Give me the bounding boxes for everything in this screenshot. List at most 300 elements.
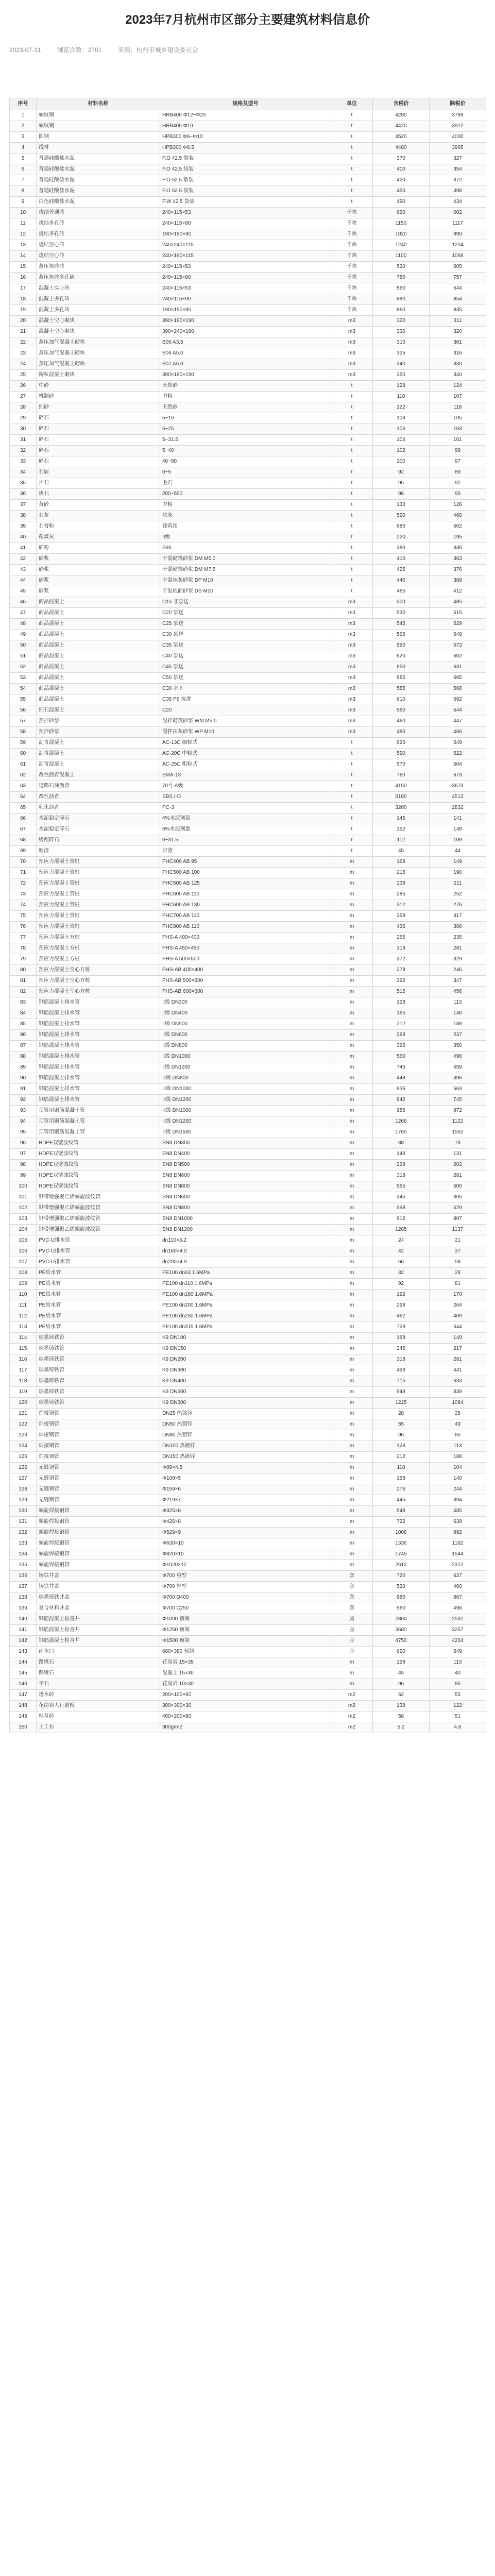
cell-material: 黄砂 xyxy=(37,500,160,511)
cell-price-tax: 560 xyxy=(373,283,430,294)
cell-unit: m xyxy=(331,1398,373,1409)
cell-no: 45 xyxy=(10,586,37,597)
cell-price-notax: 113 xyxy=(430,1657,486,1668)
cell-no: 16 xyxy=(10,273,37,283)
cell-material: 球墨铸铁管 xyxy=(37,1365,160,1376)
cell-material: 球墨铸铁管 xyxy=(37,1354,160,1365)
cell-material: 球墨铸铁井盖 xyxy=(37,1592,160,1603)
cell-no: 21 xyxy=(10,327,37,337)
cell-price-notax: 124 xyxy=(430,381,486,392)
cell-unit: m xyxy=(331,1138,373,1149)
cell-unit: m xyxy=(331,1506,373,1517)
cell-price-tax: 4480 xyxy=(373,143,430,154)
cell-spec: 300×300×30 xyxy=(160,1701,331,1711)
cell-material: 钢带增强聚乙烯螺旋波纹管 xyxy=(37,1225,160,1235)
cell-unit: t xyxy=(331,738,373,749)
cell-no: 13 xyxy=(10,240,37,251)
cell-no: 87 xyxy=(10,1041,37,1052)
table-row xyxy=(10,1106,486,1116)
cell-price-notax: 602 xyxy=(430,208,486,218)
cell-material: 顶管用钢筋混凝土管 xyxy=(37,1127,160,1138)
cell-price-tax: 420 xyxy=(373,175,430,186)
cell-price-tax: 585 xyxy=(373,684,430,694)
cell-price-tax: 598 xyxy=(373,1203,430,1214)
cell-spec: 240×115×90 xyxy=(160,273,331,283)
source-text: 来源：杭州市城乡建设委员会 xyxy=(117,46,198,54)
cell-no: 74 xyxy=(10,900,37,911)
cell-unit: m xyxy=(331,857,373,868)
table-row xyxy=(10,1030,486,1041)
cell-price-tax: 715 xyxy=(373,1376,430,1387)
cell-material: 商品混凝土 xyxy=(37,694,160,705)
cell-spec: HPB300 Φ6.5 xyxy=(160,143,331,154)
cell-material: 线材 xyxy=(37,143,160,154)
cell-spec: PHS-A 450×450 xyxy=(160,943,331,954)
table-row xyxy=(10,143,486,154)
cell-no: 27 xyxy=(10,392,37,402)
cell-price-tax: 92 xyxy=(373,1279,430,1290)
cell-unit: m3 xyxy=(331,348,373,359)
cell-price-notax: 237 xyxy=(430,1030,486,1041)
cell-price-notax: 188 xyxy=(430,1019,486,1030)
cell-material: 水泥稳定碎石 xyxy=(37,824,160,835)
cell-unit: m xyxy=(331,1430,373,1441)
cell-price-notax: 412 xyxy=(430,586,486,597)
cell-material: PVC-U排水管 xyxy=(37,1257,160,1268)
cell-no: 10 xyxy=(10,208,37,218)
cell-price-notax: 55 xyxy=(430,1690,486,1701)
cell-no: 3 xyxy=(10,132,37,143)
cell-material: 沥青混凝土 xyxy=(37,749,160,759)
cell-unit: m xyxy=(331,1149,373,1160)
cell-material: 无缝钢管 xyxy=(37,1463,160,1473)
cell-no: 95 xyxy=(10,1127,37,1138)
cell-no: 102 xyxy=(10,1203,37,1214)
cell-price-notax: 839 xyxy=(430,1387,486,1398)
table-row xyxy=(10,348,486,359)
cell-material: HDPE双壁波纹管 xyxy=(37,1171,160,1181)
cell-spec: 天然砂 xyxy=(160,402,331,413)
cell-unit: m xyxy=(331,922,373,933)
cell-spec: 花岗岩 15×35 xyxy=(160,1657,331,1668)
cell-price-notax: 460 xyxy=(430,1582,486,1592)
cell-no: 81 xyxy=(10,976,37,987)
cell-material: 路缘石 xyxy=(37,1657,160,1668)
cell-price-notax: 409 xyxy=(430,1311,486,1322)
cell-spec: Φ1500 预制 xyxy=(160,1636,331,1647)
cell-material: 混凝土空心砌块 xyxy=(37,316,160,327)
cell-price-tax: 5.2 xyxy=(373,1722,430,1733)
cell-material: 顶管用钢筋混凝土管 xyxy=(37,1106,160,1116)
cell-spec: 390×190×190 xyxy=(160,370,331,381)
cell-spec: B06 A5.0 xyxy=(160,348,331,359)
cell-price-notax: 757 xyxy=(430,273,486,283)
cell-price-notax: 549 xyxy=(430,738,486,749)
cell-price-notax: 460 xyxy=(430,511,486,521)
table-row xyxy=(10,1203,486,1214)
cell-no: 136 xyxy=(10,1571,37,1582)
cell-material: 花岗岩人行道板 xyxy=(37,1701,160,1711)
table-row xyxy=(10,1582,486,1592)
cell-price-tax: 1008 xyxy=(373,1528,430,1538)
cell-spec: 干混地面砂浆 DS M20 xyxy=(160,586,331,597)
cell-no: 130 xyxy=(10,1506,37,1517)
cell-price-tax: 1268 xyxy=(373,1116,430,1127)
cell-no: 5 xyxy=(10,154,37,164)
cell-spec: 块灰 xyxy=(160,511,331,521)
table-row xyxy=(10,1062,486,1073)
cell-price-notax: 990 xyxy=(430,229,486,240)
cell-spec: PHS-AB 400×400 xyxy=(160,965,331,976)
cell-price-tax: 620 xyxy=(373,208,430,218)
cell-price-tax: 318 xyxy=(373,1354,430,1365)
cell-spec: dn160×4.0 xyxy=(160,1246,331,1257)
cell-material: 钢筋混凝土检查井 xyxy=(37,1636,160,1647)
cell-price-tax: 245 xyxy=(373,1344,430,1354)
table-row xyxy=(10,1441,486,1452)
cell-price-tax: 445 xyxy=(373,1495,430,1506)
cell-material: 焊接钢管 xyxy=(37,1452,160,1463)
cell-price-notax: 456 xyxy=(430,987,486,997)
cell-no: 58 xyxy=(10,727,37,738)
cell-material: 钢筋混凝土排水管 xyxy=(37,1030,160,1041)
cell-unit: m3 xyxy=(331,597,373,608)
table-row xyxy=(10,1571,486,1582)
cell-spec: Ⅱ级 DN1000 xyxy=(160,1052,331,1062)
table-row xyxy=(10,846,486,857)
cell-material: 商品混凝土 xyxy=(37,619,160,630)
cell-no: 108 xyxy=(10,1268,37,1279)
cell-price-notax: 190 xyxy=(430,868,486,878)
cell-no: 150 xyxy=(10,1722,37,1733)
cell-spec: 240×240×115 xyxy=(160,240,331,251)
table-row xyxy=(10,337,486,348)
cell-price-notax: 544 xyxy=(430,283,486,294)
cell-price-notax: 441 xyxy=(430,1365,486,1376)
cell-unit: m xyxy=(331,933,373,943)
cell-material: 顶管用钢筋混凝土管 xyxy=(37,1116,160,1127)
cell-spec: P.O 52.5 袋装 xyxy=(160,186,331,197)
cell-price-tax: 118 xyxy=(373,1463,430,1473)
cell-unit: 千块 xyxy=(331,208,373,218)
cell-spec: 200×100×60 xyxy=(160,1690,331,1701)
cell-spec: Ⅲ级 DN1200 xyxy=(160,1116,331,1127)
cell-price-tax: 112 xyxy=(373,835,430,846)
cell-unit: t xyxy=(331,781,373,792)
cell-price-tax: 122 xyxy=(373,402,430,413)
cell-material: 细石混凝土 xyxy=(37,705,160,716)
cell-price-tax: 4420 xyxy=(373,121,430,132)
cell-price-notax: 2312 xyxy=(430,1560,486,1571)
cell-spec: 40~80 xyxy=(160,456,331,467)
cell-no: 73 xyxy=(10,889,37,900)
cell-no: 53 xyxy=(10,673,37,684)
cell-no: 43 xyxy=(10,565,37,575)
table-row xyxy=(10,705,486,716)
cell-no: 92 xyxy=(10,1095,37,1106)
table-row xyxy=(10,1365,486,1376)
cell-material: 预应力混凝土管桩 xyxy=(37,911,160,922)
cell-price-tax: 4280 xyxy=(373,110,430,121)
cell-no: 38 xyxy=(10,511,37,521)
cell-price-notax: 602 xyxy=(430,651,486,662)
cell-price-tax: 720 xyxy=(373,1571,430,1582)
cell-material: 砂浆 xyxy=(37,575,160,586)
cell-unit: t xyxy=(331,186,373,197)
cell-price-notax: 44 xyxy=(430,846,486,857)
cell-price-tax: 565 xyxy=(373,630,430,640)
table-row xyxy=(10,283,486,294)
table-row xyxy=(10,1300,486,1311)
table-row xyxy=(10,1149,486,1160)
cell-no: 141 xyxy=(10,1625,37,1636)
cell-price-tax: 285 xyxy=(373,889,430,900)
cell-material: 预应力混凝土空心方桩 xyxy=(37,987,160,997)
cell-material: 复合材料井盖 xyxy=(37,1603,160,1614)
cell-unit: t xyxy=(331,413,373,424)
cell-no: 131 xyxy=(10,1517,37,1528)
cell-material: 陶粒混凝土砌块 xyxy=(37,370,160,381)
cell-price-tax: 4750 xyxy=(373,1636,430,1647)
cell-price-notax: 217 xyxy=(430,1344,486,1354)
table-row xyxy=(10,1138,486,1149)
table-row xyxy=(10,218,486,229)
table-row xyxy=(10,997,486,1008)
cell-unit: m2 xyxy=(331,1690,373,1701)
cell-material: 预应力混凝土方桩 xyxy=(37,943,160,954)
cell-no: 147 xyxy=(10,1690,37,1701)
col-header-material: 材料名称 xyxy=(37,98,160,110)
cell-price-tax: 165 xyxy=(373,1008,430,1019)
table-row xyxy=(10,1549,486,1560)
cell-price-tax: 215 xyxy=(373,868,430,878)
cell-unit: t xyxy=(331,164,373,175)
cell-price-tax: 372 xyxy=(373,954,430,965)
cell-price-tax: 128 xyxy=(373,1441,430,1452)
cell-material: 普通硅酸盐水泥 xyxy=(37,154,160,164)
cell-material: PE给水管 xyxy=(37,1311,160,1322)
cell-material: 铸铁井盖 xyxy=(37,1582,160,1592)
cell-price-notax: 327 xyxy=(430,154,486,164)
table-row xyxy=(10,889,486,900)
cell-material: PVC-U排水管 xyxy=(37,1246,160,1257)
cell-unit: m xyxy=(331,1517,373,1528)
cell-price-tax: 2612 xyxy=(373,1560,430,1571)
cell-no: 134 xyxy=(10,1549,37,1560)
cell-material: 焊接钢管 xyxy=(37,1419,160,1430)
cell-price-notax: 305 xyxy=(430,1192,486,1203)
cell-no: 99 xyxy=(10,1171,37,1181)
cell-price-tax: 92 xyxy=(373,467,430,478)
cell-price-tax: 138 xyxy=(373,1701,430,1711)
cell-material: 烧结空心砖 xyxy=(37,240,160,251)
cell-spec: K9 DN600 xyxy=(160,1398,331,1409)
table-row xyxy=(10,1084,486,1095)
cell-unit: m xyxy=(331,1160,373,1171)
cell-no: 6 xyxy=(10,164,37,175)
cell-unit: m3 xyxy=(331,608,373,619)
cell-unit: m xyxy=(331,1322,373,1333)
cell-material: 商品混凝土 xyxy=(37,684,160,694)
cell-unit: m xyxy=(331,1019,373,1030)
cell-spec: PC-3 xyxy=(160,803,331,814)
cell-price-tax: 450 xyxy=(373,186,430,197)
cell-no: 122 xyxy=(10,1419,37,1430)
cell-material: HDPE双壁波纹管 xyxy=(37,1149,160,1160)
cell-no: 11 xyxy=(10,218,37,229)
cell-price-notax: 246 xyxy=(430,965,486,976)
cell-price-tax: 520 xyxy=(373,262,430,273)
cell-no: 106 xyxy=(10,1246,37,1257)
cell-no: 52 xyxy=(10,662,37,673)
cell-price-tax: 1225 xyxy=(373,1398,430,1409)
cell-no: 32 xyxy=(10,446,37,456)
cell-price-tax: 1285 xyxy=(373,1225,430,1235)
cell-unit: m2 xyxy=(331,1711,373,1722)
table-row xyxy=(10,186,486,197)
table-row xyxy=(10,1668,486,1679)
cell-no: 84 xyxy=(10,1008,37,1019)
cell-price-tax: 1150 xyxy=(373,218,430,229)
cell-material: PVC-U排水管 xyxy=(37,1235,160,1246)
cell-unit: t xyxy=(331,543,373,554)
cell-no: 46 xyxy=(10,597,37,608)
table-row xyxy=(10,532,486,543)
cell-material: 烧结多孔砖 xyxy=(37,229,160,240)
cell-no: 29 xyxy=(10,413,37,424)
cell-spec: 190×190×90 xyxy=(160,229,331,240)
cell-price-tax: 912 xyxy=(373,1214,430,1225)
cell-material: 球墨铸铁管 xyxy=(37,1376,160,1387)
cell-unit: m xyxy=(331,1668,373,1679)
cell-spec: Φ219×7 xyxy=(160,1495,331,1506)
cell-price-tax: 340 xyxy=(373,359,430,370)
cell-unit: m xyxy=(331,868,373,878)
cell-spec: K9 DN500 xyxy=(160,1387,331,1398)
cell-price-notax: 149 xyxy=(430,1333,486,1344)
cell-price-notax: 3965 xyxy=(430,143,486,154)
cell-price-tax: 460 xyxy=(373,716,430,727)
cell-unit: 座 xyxy=(331,1614,373,1625)
cell-price-notax: 252 xyxy=(430,889,486,900)
cell-no: 132 xyxy=(10,1528,37,1538)
cell-spec: AC-20C 中粒式 xyxy=(160,749,331,759)
table-row xyxy=(10,446,486,456)
cell-no: 83 xyxy=(10,997,37,1008)
table-row xyxy=(10,1538,486,1549)
cell-spec: 300g/m2 xyxy=(160,1722,331,1733)
table-row xyxy=(10,857,486,868)
table-row xyxy=(10,1311,486,1322)
cell-no: 37 xyxy=(10,500,37,511)
cell-price-tax: 860 xyxy=(373,305,430,316)
table-row xyxy=(10,922,486,933)
cell-unit: 千块 xyxy=(331,240,373,251)
cell-price-notax: 49 xyxy=(430,1419,486,1430)
cell-unit: m xyxy=(331,1679,373,1690)
cell-spec: PHC600 AB 110 xyxy=(160,889,331,900)
cell-no: 55 xyxy=(10,694,37,705)
cell-material: 钢带增强聚乙烯螺旋波纹管 xyxy=(37,1203,160,1214)
cell-price-tax: 62 xyxy=(373,1690,430,1701)
cell-price-tax: 106 xyxy=(373,424,430,435)
cell-spec: SN8 DN400 xyxy=(160,1149,331,1160)
table-row xyxy=(10,251,486,262)
cell-price-notax: 276 xyxy=(430,900,486,911)
article-meta xyxy=(9,45,486,54)
cell-material: 商品混凝土 xyxy=(37,597,160,608)
cell-spec: DN80 热镀锌 xyxy=(160,1430,331,1441)
cell-no: 110 xyxy=(10,1290,37,1300)
cell-price-notax: 4204 xyxy=(430,1636,486,1647)
table-row xyxy=(10,1614,486,1625)
cell-unit: t xyxy=(331,143,373,154)
cell-material: 石膏粉 xyxy=(37,521,160,532)
cell-unit: m3 xyxy=(331,662,373,673)
cell-material: 烧结普通砖 xyxy=(37,208,160,218)
cell-price-notax: 350 xyxy=(430,1041,486,1052)
cell-no: 62 xyxy=(10,770,37,781)
cell-no: 114 xyxy=(10,1333,37,1344)
cell-spec: DN50 热镀锌 xyxy=(160,1419,331,1430)
cell-spec: 5~31.5 xyxy=(160,435,331,446)
cell-no: 25 xyxy=(10,370,37,381)
cell-material: 预应力混凝土空心方桩 xyxy=(37,965,160,976)
cell-price-tax: 520 xyxy=(373,1582,430,1592)
table-row xyxy=(10,435,486,446)
cell-price-notax: 386 xyxy=(430,922,486,933)
cell-material: 蒸压加气混凝土砌块 xyxy=(37,348,160,359)
table-row xyxy=(10,1711,486,1722)
cell-no: 109 xyxy=(10,1279,37,1290)
cell-material: HDPE双壁波纹管 xyxy=(37,1181,160,1192)
table-row xyxy=(10,1473,486,1484)
cell-price-notax: 1117 xyxy=(430,218,486,229)
cell-no: 24 xyxy=(10,359,37,370)
cell-price-notax: 340 xyxy=(430,370,486,381)
cell-unit: m xyxy=(331,1171,373,1181)
cell-price-notax: 301 xyxy=(430,337,486,348)
cell-price-tax: 325 xyxy=(373,348,430,359)
cell-spec: 天然砂 xyxy=(160,381,331,392)
table-row xyxy=(10,1690,486,1701)
cell-unit: t xyxy=(331,381,373,392)
cell-material: PE给水管 xyxy=(37,1290,160,1300)
cell-spec: C50 泵送 xyxy=(160,673,331,684)
cell-material: 螺旋焊接钢管 xyxy=(37,1538,160,1549)
cell-price-notax: 28 xyxy=(430,1268,486,1279)
cell-price-notax: 25 xyxy=(430,1409,486,1419)
cell-no: 116 xyxy=(10,1354,37,1365)
cell-price-tax: 436 xyxy=(373,922,430,933)
cell-price-tax: 320 xyxy=(373,316,430,327)
cell-price-tax: 192 xyxy=(373,1290,430,1300)
cell-price-tax: 96 xyxy=(373,1430,430,1441)
cell-unit: m3 xyxy=(331,684,373,694)
cell-price-notax: 244 xyxy=(430,1484,486,1495)
cell-spec: 190×190×90 xyxy=(160,305,331,316)
cell-unit: t xyxy=(331,554,373,565)
table-row xyxy=(10,803,486,814)
cell-spec: 混凝土 15×30 xyxy=(160,1668,331,1679)
cell-price-notax: 211 xyxy=(430,878,486,889)
cell-price-tax: 620 xyxy=(373,1647,430,1657)
cell-material: 预应力混凝土管桩 xyxy=(37,922,160,933)
table-row xyxy=(10,651,486,662)
cell-no: 138 xyxy=(10,1592,37,1603)
cell-no: 9 xyxy=(10,197,37,208)
cell-material: 细砂 xyxy=(37,402,160,413)
